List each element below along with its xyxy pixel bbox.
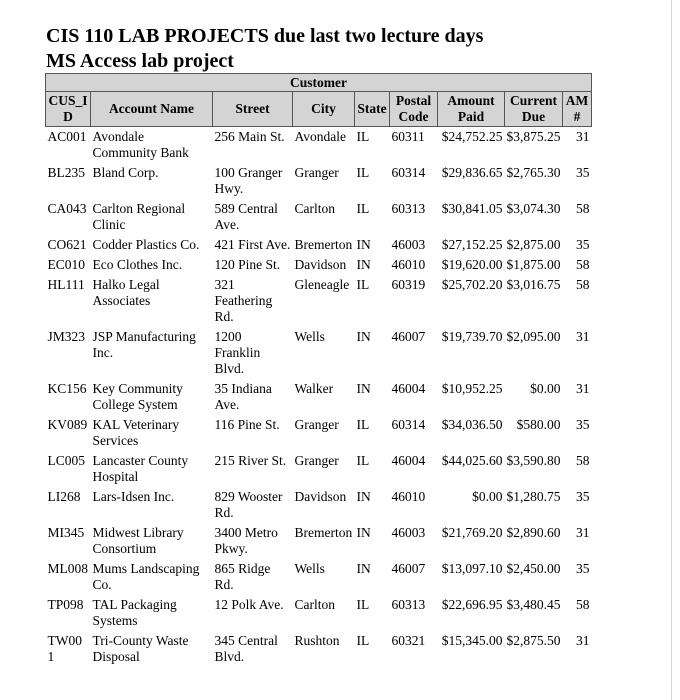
cell-state: IL: [356, 417, 370, 432]
cell-amount-paid: $34,036.50: [441, 417, 503, 432]
cell-postal-code: 60319: [391, 277, 426, 292]
cell-amount-paid: $21,769.20: [441, 525, 503, 540]
cell-account-name: KAL Veterinary Services: [92, 417, 180, 448]
customer-table: [45, 73, 592, 667]
table-row: [46, 523, 592, 559]
cell-city: Wells: [294, 561, 325, 576]
cell-cus-id: ML008: [47, 561, 88, 576]
cell-account-name: Avondale Community Bank: [92, 129, 189, 160]
cell-cus-id: LC005: [47, 453, 86, 468]
cell-current-due: $3,016.75: [506, 277, 561, 292]
cell-street: 829 Wooster Rd.: [214, 489, 283, 520]
cell-state: IL: [356, 277, 370, 292]
cell-current-due: $580.00: [516, 417, 561, 432]
cell-street: 256 Main St.: [214, 129, 285, 144]
cell-state: IL: [356, 597, 370, 612]
cell-amount-paid: $22,696.95: [441, 597, 503, 612]
cell-cus-id: TP098: [47, 597, 84, 612]
cell-current-due: $3,480.45: [506, 597, 561, 612]
cell-account-name: Halko Legal Associates: [92, 277, 160, 308]
table-row: [46, 559, 592, 595]
cell-cus-id: EC010: [47, 257, 86, 272]
cell-postal-code: 46007: [391, 561, 426, 576]
cell-city: Wells: [294, 329, 325, 344]
cell-current-due: $2,765.30: [506, 165, 561, 180]
column-header-state: State: [355, 92, 390, 127]
cell-cus-id: KV089: [47, 417, 88, 432]
cell-postal-code: 60313: [391, 597, 426, 612]
column-header-cus-id: CUS_ID: [46, 92, 91, 127]
table-row: [46, 415, 592, 451]
cell-amount-paid: $29,836.65: [441, 165, 503, 180]
cell-postal-code: 46004: [391, 453, 426, 468]
table-row: [46, 379, 592, 415]
cell-city: Granger: [294, 165, 339, 180]
cell-cus-id: MI345: [47, 525, 85, 540]
cell-account-name: Midwest Library Consortium: [92, 525, 184, 556]
cell-postal-code: 46010: [391, 257, 426, 272]
cell-city: Gleneagle: [294, 277, 350, 292]
cell-account-name: Lars-Idsen Inc.: [92, 489, 175, 504]
cell-current-due: $3,074.30: [506, 201, 561, 216]
cell-am-number: 35: [576, 165, 590, 180]
cell-current-due: $2,890.60: [506, 525, 561, 540]
cell-cus-id: CO621: [47, 237, 87, 252]
cell-current-due: $2,450.00: [506, 561, 561, 576]
heading-line-2: MS Access lab project: [46, 50, 234, 72]
cell-amount-paid: $30,841.05: [441, 201, 503, 216]
cell-state: IN: [356, 561, 371, 576]
table-row: [46, 327, 592, 379]
cell-cus-id: CA043: [47, 201, 87, 216]
cell-city: Avondale: [294, 129, 346, 144]
cell-amount-paid: $19,739.70: [441, 329, 503, 344]
cell-current-due: $2,095.00: [506, 329, 561, 344]
cell-account-name: Eco Clothes Inc.: [92, 257, 183, 272]
cell-current-due: $0.00: [530, 381, 561, 396]
table-row: [46, 127, 592, 164]
column-header-postal-code: Postal Code: [390, 92, 438, 127]
cell-postal-code: 60314: [391, 417, 426, 432]
cell-am-number: 58: [576, 277, 590, 292]
cell-current-due: $1,280.75: [506, 489, 561, 504]
column-header-amount-paid: Amount Paid: [438, 92, 505, 127]
cell-city: Walker: [294, 381, 334, 396]
cell-amount-paid: $24,752.25: [441, 129, 503, 144]
cell-postal-code: 46010: [391, 489, 426, 504]
cell-current-due: $2,875.00: [506, 237, 561, 252]
cell-am-number: 31: [576, 381, 590, 396]
cell-street: 3400 Metro Pkwy.: [214, 525, 278, 556]
cell-street: 865 Ridge Rd.: [214, 561, 271, 592]
cell-current-due: $3,590.80: [506, 453, 561, 468]
cell-street: 345 Central Blvd.: [214, 633, 278, 664]
cell-amount-paid: $27,152.25: [441, 237, 503, 252]
cell-state: IL: [356, 453, 370, 468]
cell-amount-paid: $15,345.00: [441, 633, 503, 648]
cell-postal-code: 46007: [391, 329, 426, 344]
column-header-account-name: Account Name: [91, 92, 213, 127]
cell-city: Granger: [294, 417, 339, 432]
cell-street: 100 Granger Hwy.: [214, 165, 283, 196]
table-row: [46, 631, 592, 667]
table-body: [46, 127, 592, 668]
column-header-am-number: AM #: [563, 92, 592, 127]
cell-amount-paid: $25,702.20: [441, 277, 503, 292]
column-header-row: [46, 92, 592, 127]
cell-am-number: 35: [576, 237, 590, 252]
cell-cus-id: BL235: [47, 165, 86, 180]
cell-city: Davidson: [294, 489, 347, 504]
cell-am-number: 31: [576, 525, 590, 540]
cell-amount-paid: $19,620.00: [441, 257, 503, 272]
table-row: [46, 163, 592, 199]
cell-amount-paid: $13,097.10: [441, 561, 503, 576]
table-row: [46, 451, 592, 487]
cell-amount-paid: $44,025.60: [441, 453, 503, 468]
cell-postal-code: 60311: [391, 129, 425, 144]
cell-city: Rushton: [294, 633, 340, 648]
cell-state: IN: [356, 237, 371, 252]
cell-am-number: 35: [576, 489, 590, 504]
cell-city: Granger: [294, 453, 339, 468]
column-header-street: Street: [213, 92, 293, 127]
cell-postal-code: 60321: [391, 633, 426, 648]
heading-line-1: CIS 110 LAB PROJECTS due last two lecture days: [46, 25, 484, 47]
cell-street: 421 First Ave.: [214, 237, 291, 252]
cell-account-name: Key Community College System: [92, 381, 183, 412]
cell-postal-code: 46004: [391, 381, 426, 396]
cell-street: 321 Feathering Rd.: [214, 277, 273, 324]
cell-account-name: JSP Manufacturing Inc.: [92, 329, 196, 360]
table-row: [46, 255, 592, 275]
cell-cus-id: AC001: [47, 129, 87, 144]
cell-postal-code: 60313: [391, 201, 426, 216]
cell-state: IL: [356, 129, 370, 144]
cell-street: 120 Pine St.: [214, 257, 281, 272]
table-caption: Customer: [46, 74, 592, 92]
cell-account-name: Codder Plastics Co.: [92, 237, 200, 252]
cell-am-number: 58: [576, 257, 590, 272]
table-row: [46, 275, 592, 327]
cell-street: 116 Pine St.: [214, 417, 280, 432]
column-header-current-due: Current Due: [505, 92, 563, 127]
cell-state: IL: [356, 165, 370, 180]
cell-am-number: 31: [576, 329, 590, 344]
page-edge: [671, 0, 672, 700]
cell-cus-id: JM323: [47, 329, 86, 344]
cell-account-name: Bland Corp.: [92, 165, 159, 180]
cell-postal-code: 46003: [391, 525, 426, 540]
cell-street: 35 Indiana Ave.: [214, 381, 272, 412]
cell-cus-id: HL111: [47, 277, 85, 292]
cell-current-due: $1,875.00: [506, 257, 561, 272]
column-header-city: City: [293, 92, 355, 127]
customer-table-wrapper: [45, 73, 592, 667]
cell-am-number: 31: [576, 129, 590, 144]
cell-am-number: 31: [576, 633, 590, 648]
cell-state: IN: [356, 525, 371, 540]
cell-state: IN: [356, 329, 371, 344]
cell-amount-paid: $0.00: [472, 489, 503, 504]
table-row: [46, 235, 592, 255]
cell-state: IN: [356, 489, 371, 504]
cell-street: 215 River St.: [214, 453, 287, 468]
cell-account-name: TAL Packaging Systems: [92, 597, 177, 628]
cell-current-due: $3,875.25: [506, 129, 561, 144]
cell-am-number: 58: [576, 597, 590, 612]
cell-account-name: Mums Landscaping Co.: [92, 561, 200, 592]
cell-street: 12 Polk Ave.: [214, 597, 284, 612]
cell-state: IL: [356, 633, 370, 648]
table-row: [46, 199, 592, 235]
cell-street: 589 Central Ave.: [214, 201, 278, 232]
cell-am-number: 58: [576, 453, 590, 468]
cell-state: IN: [356, 257, 371, 272]
cell-city: Davidson: [294, 257, 347, 272]
cell-am-number: 35: [576, 417, 590, 432]
cell-postal-code: 46003: [391, 237, 426, 252]
cell-state: IN: [356, 381, 371, 396]
cell-account-name: Carlton Regional Clinic: [92, 201, 186, 232]
cell-account-name: Lancaster County Hospital: [92, 453, 189, 484]
cell-cus-id: TW001: [47, 633, 82, 664]
cell-account-name: Tri-County Waste Disposal: [92, 633, 189, 664]
table-row: [46, 487, 592, 523]
cell-city: Carlton: [294, 597, 335, 612]
cell-street: 1200 Franklin Blvd.: [214, 329, 261, 376]
cell-amount-paid: $10,952.25: [441, 381, 503, 396]
cell-state: IL: [356, 201, 370, 216]
cell-city: Bremerton: [294, 525, 353, 540]
cell-city: Carlton: [294, 201, 335, 216]
cell-cus-id: LI268: [47, 489, 81, 504]
document-heading: [46, 24, 483, 74]
cell-am-number: 58: [576, 201, 590, 216]
cell-cus-id: KC156: [47, 381, 87, 396]
cell-am-number: 35: [576, 561, 590, 576]
table-row: [46, 595, 592, 631]
cell-postal-code: 60314: [391, 165, 426, 180]
cell-current-due: $2,875.50: [506, 633, 561, 648]
cell-city: Bremerton: [294, 237, 353, 252]
